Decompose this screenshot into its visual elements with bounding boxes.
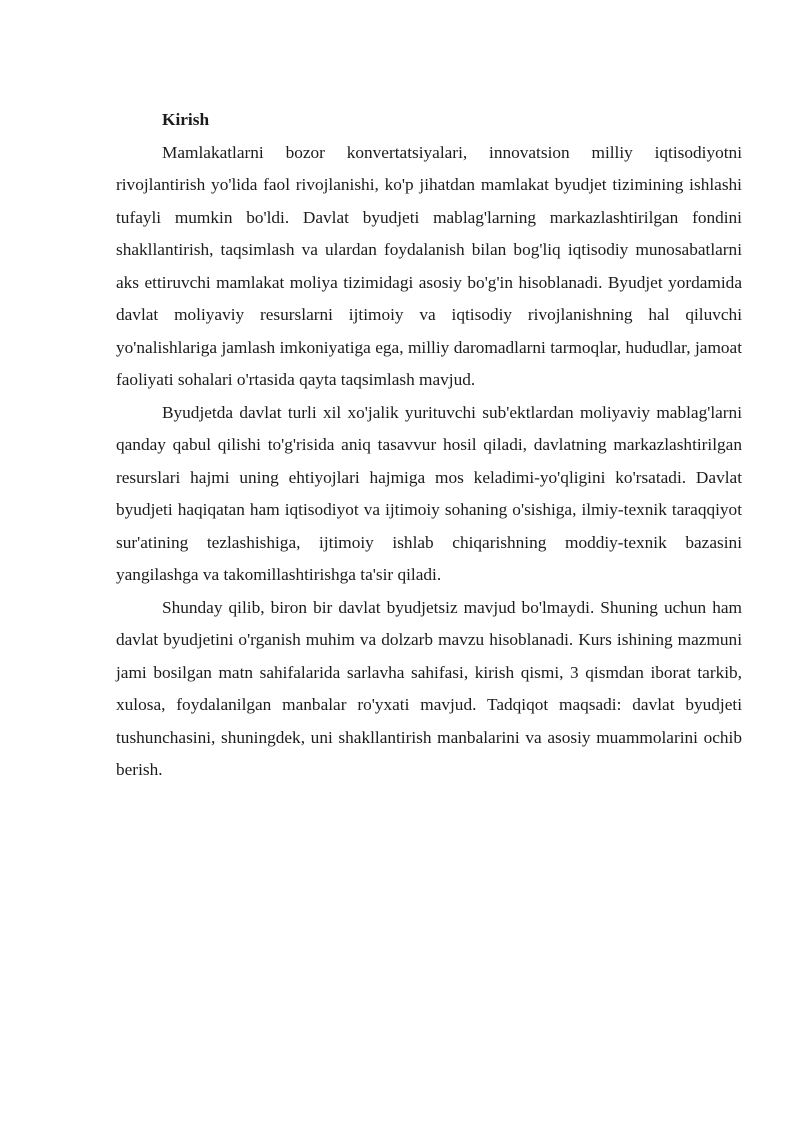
paragraph-3: Shunday qilib, biron bir davlat byudjetsiz mavjud bo'lmaydi. Shuning uchun ham davlat byudjetini o'rganish muhim va dolzarb mavzu hisoblanadi. Kurs ishining mazmuni jami bosilgan matn sahifalarida sarlavha sahifasi, kirish qismi, 3 qismdan iborat tarkib, xulosa, foydalanilgan manbalar ro'yxati mavjud. Tadqiqot maqsadi: davlat byudjeti tushunchasini, shuningdek, uni shakllantirish manbalarini va asosiy muammolarini ochib berish. [116, 597, 742, 779]
page-content [116, 104, 742, 787]
section-heading: Kirish [162, 110, 210, 129]
paragraph-2: Byudjetda davlat turli xil xo'jalik yurituvchi sub'ektlardan moliyaviy mablag'larni qanday qabul qilishi to'g'risida aniq tasavvur hosil qiladi, davlatning markazlashtirilgan resurslari hajmi uning ehtiyojlari hajmiga mos keladimi-yo'qligini ko'rsatadi. Davlat byudjeti haqiqatan ham iqtisodiyot va ijtimoiy sohaning o'sishiga, ilmiy-texnik taraqqiyot sur'atining tezlashishiga, ijtimoiy ishlab chiqarishning moddiy-texnik bazasini yangilashga va takomillashtirishga ta'sir qiladi. [116, 402, 742, 584]
paragraph-1: Mamlakatlarni bozor konvertatsiyalari, innovatsion milliy iqtisodiyotni rivojlantirish yo'lida faol rivojlanishi, ko'p jihatdan mamlakat byudjet tizimining ishlashi tufayli mumkin bo'ldi. Davlat byudjeti mablag'larning markazlashtirilgan fondini shakllantirish, taqsimlash va ulardan foydalanish bilan bog'liq iqtisodiy munosabatlarni aks ettiruvchi mamlakat moliya tizimidagi asosiy bo'g'in hisoblanadi. Byudjet yordamida davlat moliyaviy resurslarni ijtimoiy va iqtisodiy rivojlanishning hal qiluvchi yo'nalishlariga jamlash imkoniyatiga ega, milliy daromadlarni tarmoqlar, hududlar, jamoat faoliyati sohalari o'rtasida qayta taqsimlash mavjud. [116, 142, 742, 389]
